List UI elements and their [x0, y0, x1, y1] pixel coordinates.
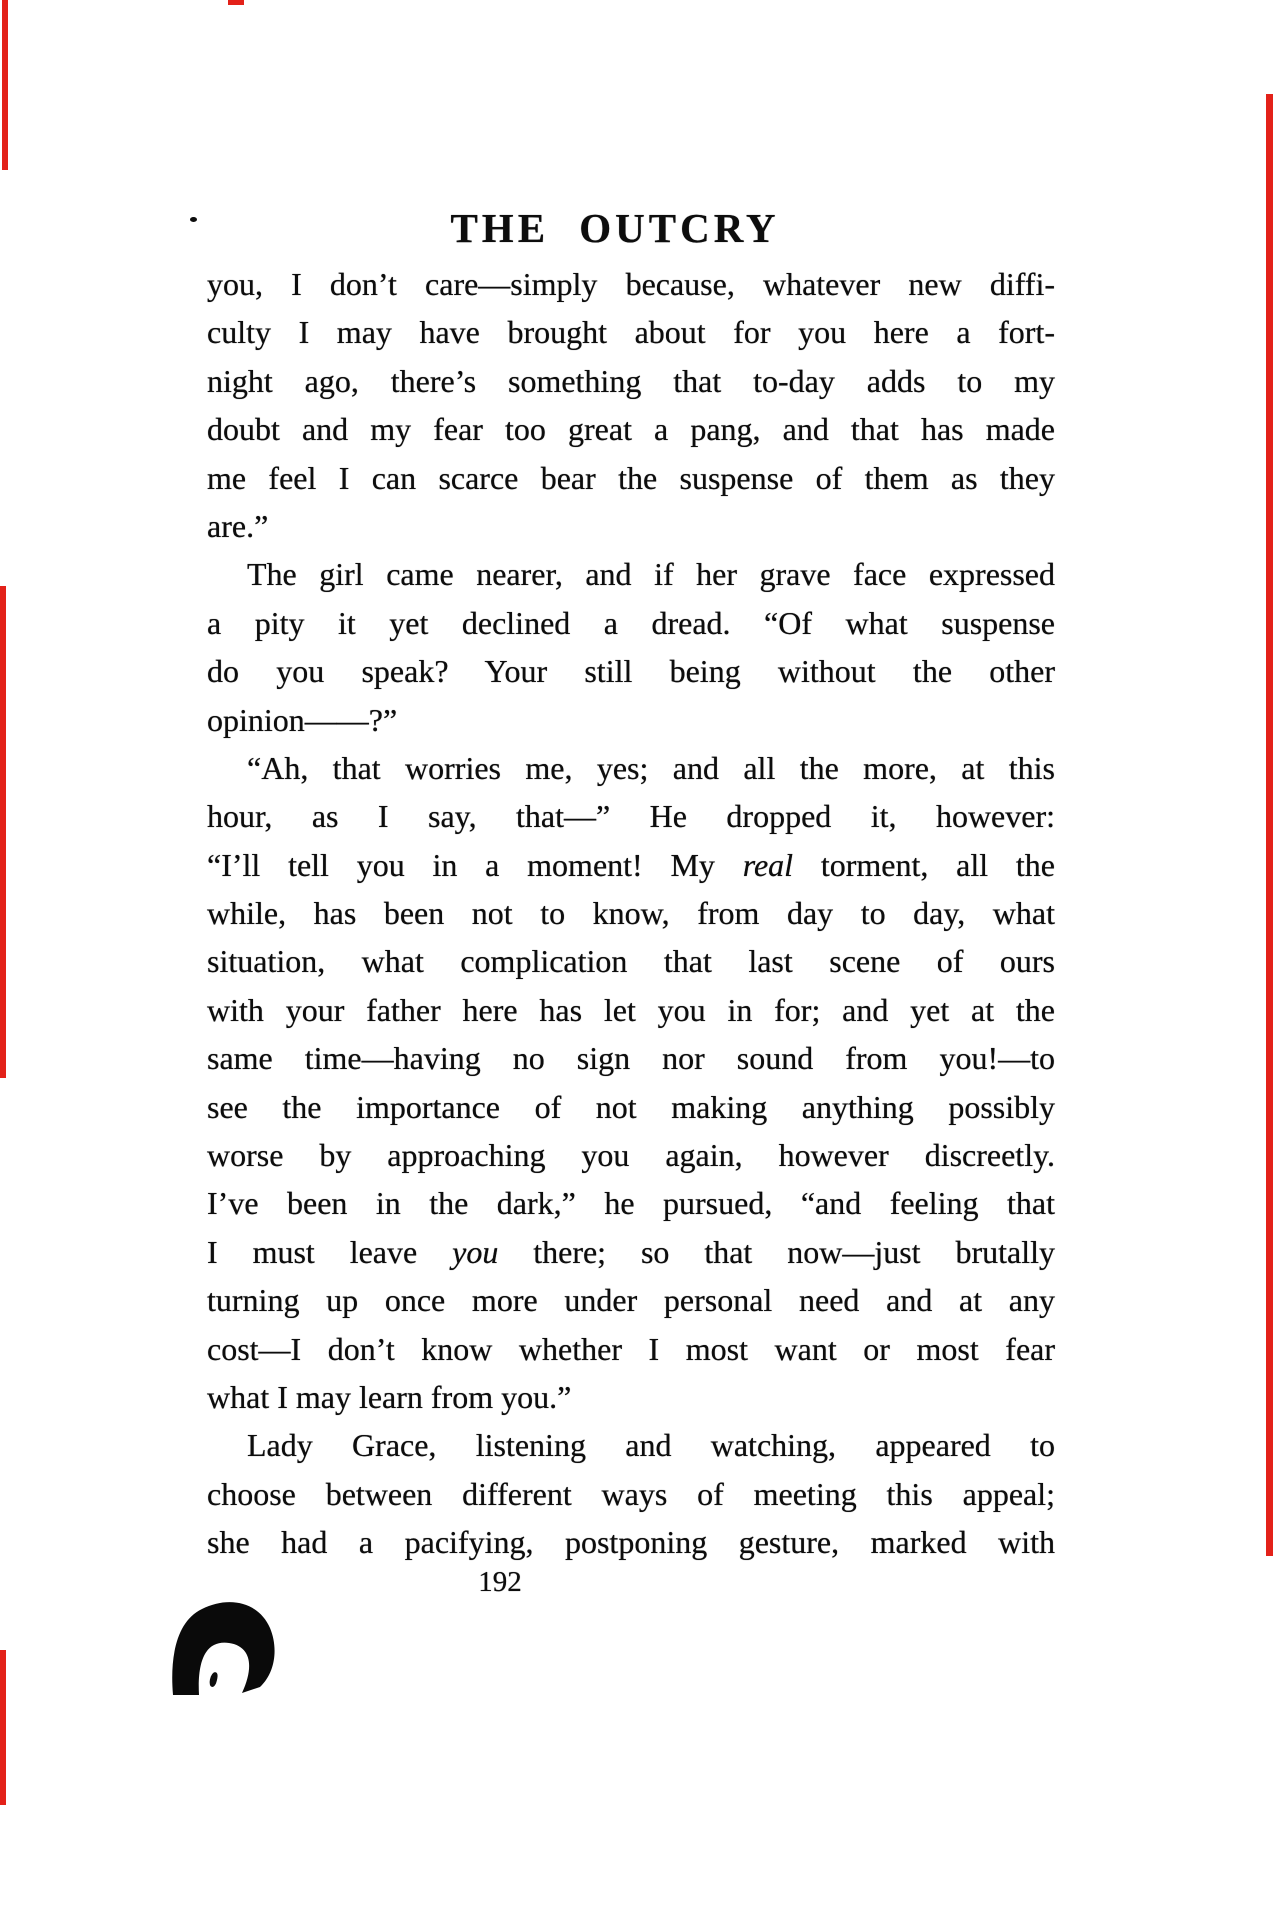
red-edge-mark-top-tick	[228, 0, 244, 5]
text-line: worse by approaching you again, however discreetly.	[207, 1137, 1055, 1174]
text-block	[207, 260, 1055, 1567]
text-line: turning up once more under personal need and at any	[207, 1282, 1055, 1319]
text-line: you, I don’t care—simply because, whatever new diffi-	[207, 266, 1055, 302]
text-line: Lady Grace, listening and watching, appeared to	[247, 1427, 1055, 1464]
text-line: what I may learn from you.”	[207, 1378, 572, 1415]
text-line: while, has been not to know, from day to day, what	[207, 895, 1055, 932]
text-line: doubt and my fear too great a pang, and that has made	[207, 411, 1055, 448]
red-edge-mark-right	[1266, 94, 1273, 1556]
ink-blot	[170, 1600, 280, 1695]
text-line: culty I may have brought about for you here a fort-	[207, 314, 1055, 351]
text-line: do you speak? Your still being without the other	[207, 653, 1055, 690]
text-line: see the importance of not making anything possibly	[207, 1088, 1055, 1125]
text-line: a pity it yet declined a dread. “Of what suspense	[207, 604, 1055, 641]
text-line: I’ve been in the dark,” he pursued, “and feeling that	[207, 1185, 1055, 1222]
red-edge-mark-left-bottom	[0, 1650, 6, 1805]
red-edge-mark-left-middle	[0, 586, 6, 1078]
text-line: “Ah, that worries me, yes; and all the more, at this	[247, 749, 1055, 786]
text-line: situation, what complication that last scene of ours	[207, 943, 1055, 980]
text-line: cost—I don’t know whether I most want or most fear	[207, 1330, 1055, 1367]
text-line: I must leave you there; so that now—just brutally	[207, 1233, 1055, 1270]
red-edge-mark-left-top	[2, 0, 8, 170]
page-number: 192	[478, 1566, 522, 1598]
text-line: choose between different ways of meeting this appeal;	[207, 1475, 1055, 1512]
text-line: same time—having no sign nor sound from you!—to	[207, 1040, 1055, 1077]
text-line: The girl came nearer, and if her grave face expressed	[247, 556, 1055, 593]
text-line: hour, as I say, that—” He dropped it, however:	[207, 798, 1055, 835]
text-line: with your father here has let you in for; and yet at the	[207, 991, 1055, 1028]
italic-word: real	[742, 846, 794, 883]
text-line: are.”	[207, 507, 269, 544]
text-line: me feel I can scarce bear the suspense of them as they	[207, 459, 1055, 496]
text-line: night ago, there’s something that to-day adds to my	[207, 362, 1055, 399]
text-line: “I’ll tell you in a moment! My real torment, all the	[207, 846, 1056, 883]
text-line: she had a pacifying, postponing gesture, marked with	[207, 1524, 1055, 1561]
text-line: opinion——?”	[207, 701, 398, 738]
running-head: THE OUTCRY	[450, 205, 780, 251]
italic-word: you	[452, 1233, 499, 1270]
